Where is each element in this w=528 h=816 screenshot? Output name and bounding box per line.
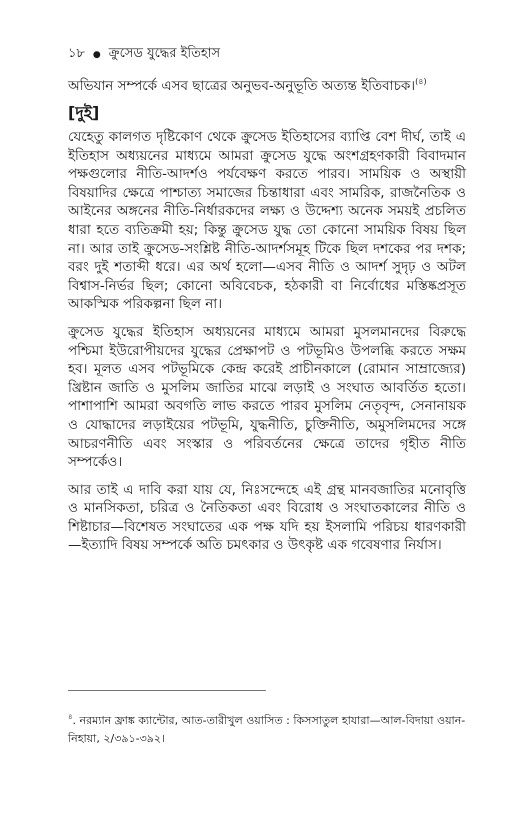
lead-sentence — [68, 73, 460, 95]
footnote-ref[interactable]: (৪) — [415, 77, 427, 86]
paragraph: ক্রুসেড যুদ্ধের ইতিহাস অধ্যয়নের মাধ্যমে আমরা মুসলমানদের বিরুদ্ধে পশ্চিমা ইউরোপীয়দের যুদ্ধের প্রেক্ষাপট ও পটভূমিও উপলব্ধি করতে সক্ষম হব। মূলত এসব পটভূমিকে কেন্দ্র করেই প্রাচীনকালে (রোমান সাম্রাজ্যের) খ্রিষ্টান জাতি ও মুসলিম জাতির মাঝে লড়াই ও সংঘাত আবর্তিত হতো। পাশাপাশি আমরা অবগতি লাভ করতে পারব মুসলিম নেতৃবৃন্দ, সেনানায়ক ও যোদ্ধাদের লড়াইয়ের পটভূমি, যুদ্ধনীতি, চুক্তিনীতি, অমুসলিমদের সঙ্গে আচরণনীতি এবং সংস্কার ও পরিবর্তনের ক্ষেত্রে তাদের গৃহীত নীতি সম্পর্কেও। — [68, 323, 466, 471]
section-heading: [দুই] — [68, 103, 100, 122]
footnote-divider — [68, 690, 266, 691]
footnote — [68, 708, 466, 748]
page-number: ১৮ — [68, 46, 85, 61]
header-bullet: ● — [92, 49, 101, 60]
lead-text: অভিযান সম্পর্কে এসব ছাত্রের অনুভব-অনুভূতি অত্যন্ত ইতিবাচক। — [68, 78, 416, 94]
body-text — [68, 128, 466, 564]
running-header — [68, 44, 220, 65]
paragraph: আর তাই এ দাবি করা যায় যে, নিঃসন্দেহে এই গ্রন্থ মানবজাতির মনোবৃত্তি ও মানসিকতা, চরিত্র ও নৈতিকতা এবং বিরোধ ও সংঘাতকালের নীতি ও শিষ্টাচার—বিশেষত সংঘাতের এক পক্ষ যদি হয় ইসলামি পরিচয় ধারণকারী—ইত্যাদি বিষয় সম্পর্কে অতি চমৎকার ও উৎকৃষ্ট এক গবেষণার নির্যাস। — [68, 481, 466, 554]
footnote-text: . নরম্যান ফ্রাঙ্ক ক্যান্টোর, আত-তারীখুল ওয়াসিত : কিসসাতুল হাযারা—আল-বিদায়া ওয়ান-নিহায়া, ২/৩৯১-৩৯২। — [68, 714, 466, 745]
book-title: ক্রুসেড যুদ্ধের ইতিহাস — [108, 46, 221, 61]
footnote-marker: ৪ — [68, 713, 73, 721]
paragraph: যেহেতু কালগত দৃষ্টিকোণ থেকে ক্রুসেড ইতিহাসের ব্যাপ্তি বেশ দীর্ঘ, তাই এ ইতিহাস অধ্যয়নের মাধ্যমে আমরা ক্রুসেড যুদ্ধে অংশগ্রহণকারী বিবাদমান পক্ষগুলোর নীতি-আদর্শও পর্যবেক্ষণ করতে পারব। সাময়িক ও অস্থায়ী বিষয়াদির ক্ষেত্রে পাশ্চাত্য সমাজের চিন্তাধারা এবং সামরিক, রাজনৈতিক ও আইনের অঙ্গনের নীতি-নির্ধারকদের লক্ষ্য ও উদ্দেশ্য অনেক সময়ই প্রচলিত ধারা হতে ব্যতিক্রমী হয়; কিন্তু ক্রুসেড যুদ্ধ তো কোনো সাময়িক বিষয় ছিল না। আর তাই ক্রুসেড-সংশ্লিষ্ট নীতি-আদর্শসমূহ টিকে ছিল দশকের পর দশক; বরং দুই শতাব্দী ধরে। এর অর্থ হলো—এসব নীতি ও আদর্শ সুদৃঢ় ও অটল বিশ্বাস-নির্ভর ছিল; কোনো অবিবেচক, হঠকারী বা নির্বোধের মস্তিষ্কপ্রসূত আকস্মিক পরিকল্পনা ছিল না। — [68, 129, 466, 313]
